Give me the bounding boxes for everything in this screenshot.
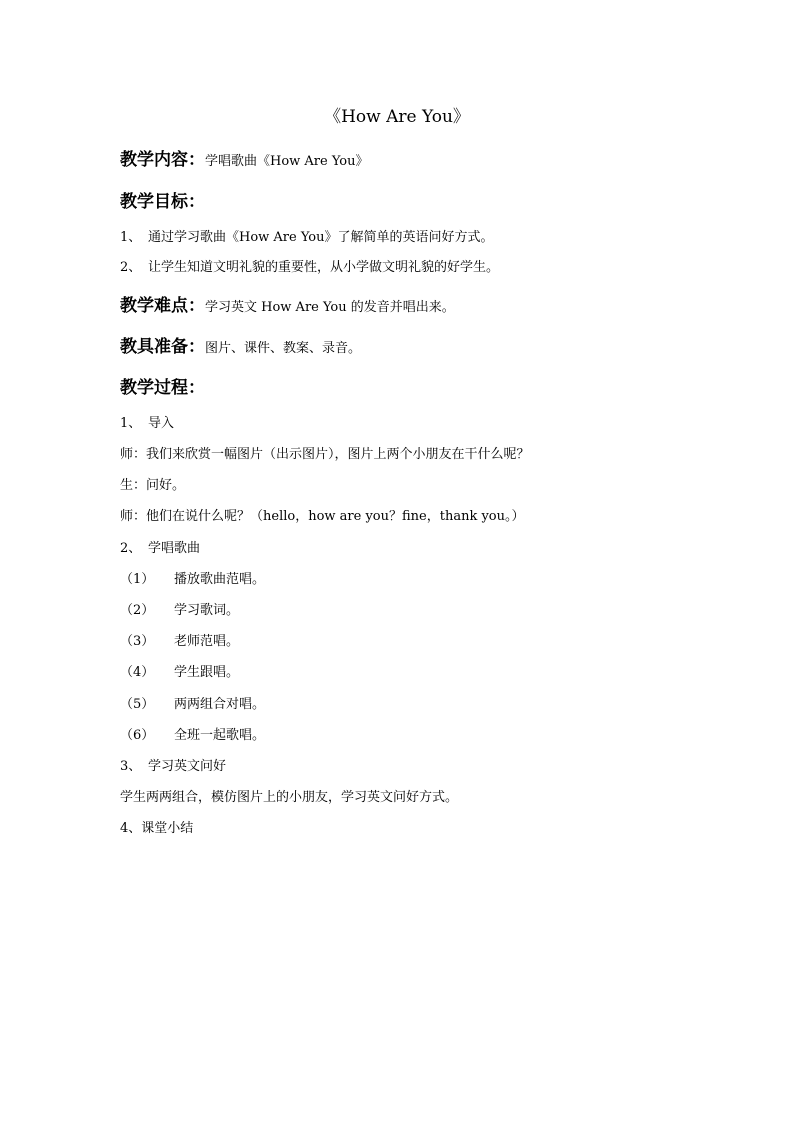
substep-item: [120, 601, 239, 621]
difficulty-line: [120, 294, 455, 318]
substep-number: （1）: [120, 572, 155, 587]
content-label: 教学内容：: [120, 150, 205, 170]
dialog-line: 师：我们来欣赏一幅图片（出示图片），图片上两个小朋友在干什么呢？: [120, 447, 530, 462]
materials-label: 教具准备：: [120, 337, 205, 357]
difficulty-label: 教学难点：: [120, 296, 205, 316]
process-label: 教学过程：: [120, 378, 205, 398]
substep-text: 播放歌曲范唱。: [174, 572, 266, 587]
step-3: [120, 757, 226, 777]
substep-item: [120, 663, 239, 683]
goal-item: [120, 258, 499, 278]
substep-item: [120, 570, 265, 590]
substep-number: （3）: [120, 634, 155, 649]
goal-text: 通过学习歌曲《How Are You》了解简单的英语问好方式。: [148, 230, 494, 245]
process-heading: [120, 376, 205, 400]
step-1: [120, 414, 174, 434]
substep-text: 学习歌词。: [174, 603, 240, 618]
substep-text: 全班一起歌唱。: [174, 728, 266, 743]
step-3-text: 学生两两组合，模仿图片上的小朋友，学习英文问好方式。: [120, 790, 459, 805]
difficulty-text: 学习英文 How Are You 的发音并唱出来。: [205, 300, 455, 315]
goal-item: [120, 228, 494, 248]
substep-item: [120, 726, 265, 746]
dialog-line: 生：问好。: [120, 478, 186, 493]
goal-number: 2、: [120, 260, 142, 275]
materials-text: 图片、课件、教案、录音。: [205, 341, 362, 356]
substep-item: [120, 695, 265, 715]
goal-number: 1、: [120, 230, 142, 245]
content-text: 学唱歌曲《How Are You》: [205, 154, 369, 169]
goals-label: 教学目标：: [120, 192, 205, 212]
content-line: [120, 148, 369, 172]
substep-text: 两两组合对唱。: [174, 697, 266, 712]
step-text: 学习英文问好: [148, 759, 227, 774]
document-title: 《How Are You》: [324, 107, 470, 127]
substep-item: [120, 632, 239, 652]
substep-text: 老师范唱。: [174, 634, 240, 649]
step-text: 导入: [148, 416, 175, 431]
step-number: 2、: [120, 541, 142, 556]
step-4: 4、课堂小结: [120, 821, 194, 836]
substep-text: 学生跟唱。: [174, 665, 240, 680]
goals-heading: [120, 190, 205, 214]
step-text: 学唱歌曲: [148, 541, 201, 556]
substep-number: （5）: [120, 697, 155, 712]
substep-number: （2）: [120, 603, 155, 618]
step-2: [120, 539, 200, 559]
step-number: 1、: [120, 416, 142, 431]
dialog-line: 师：他们在说什么呢？（hello，how are you？fine，thank you。）: [120, 509, 525, 524]
substep-number: （6）: [120, 728, 155, 743]
substep-number: （4）: [120, 665, 155, 680]
materials-line: [120, 335, 361, 359]
step-number: 3、: [120, 759, 142, 774]
goal-text: 让学生知道文明礼貌的重要性，从小学做文明礼貌的好学生。: [148, 260, 500, 275]
